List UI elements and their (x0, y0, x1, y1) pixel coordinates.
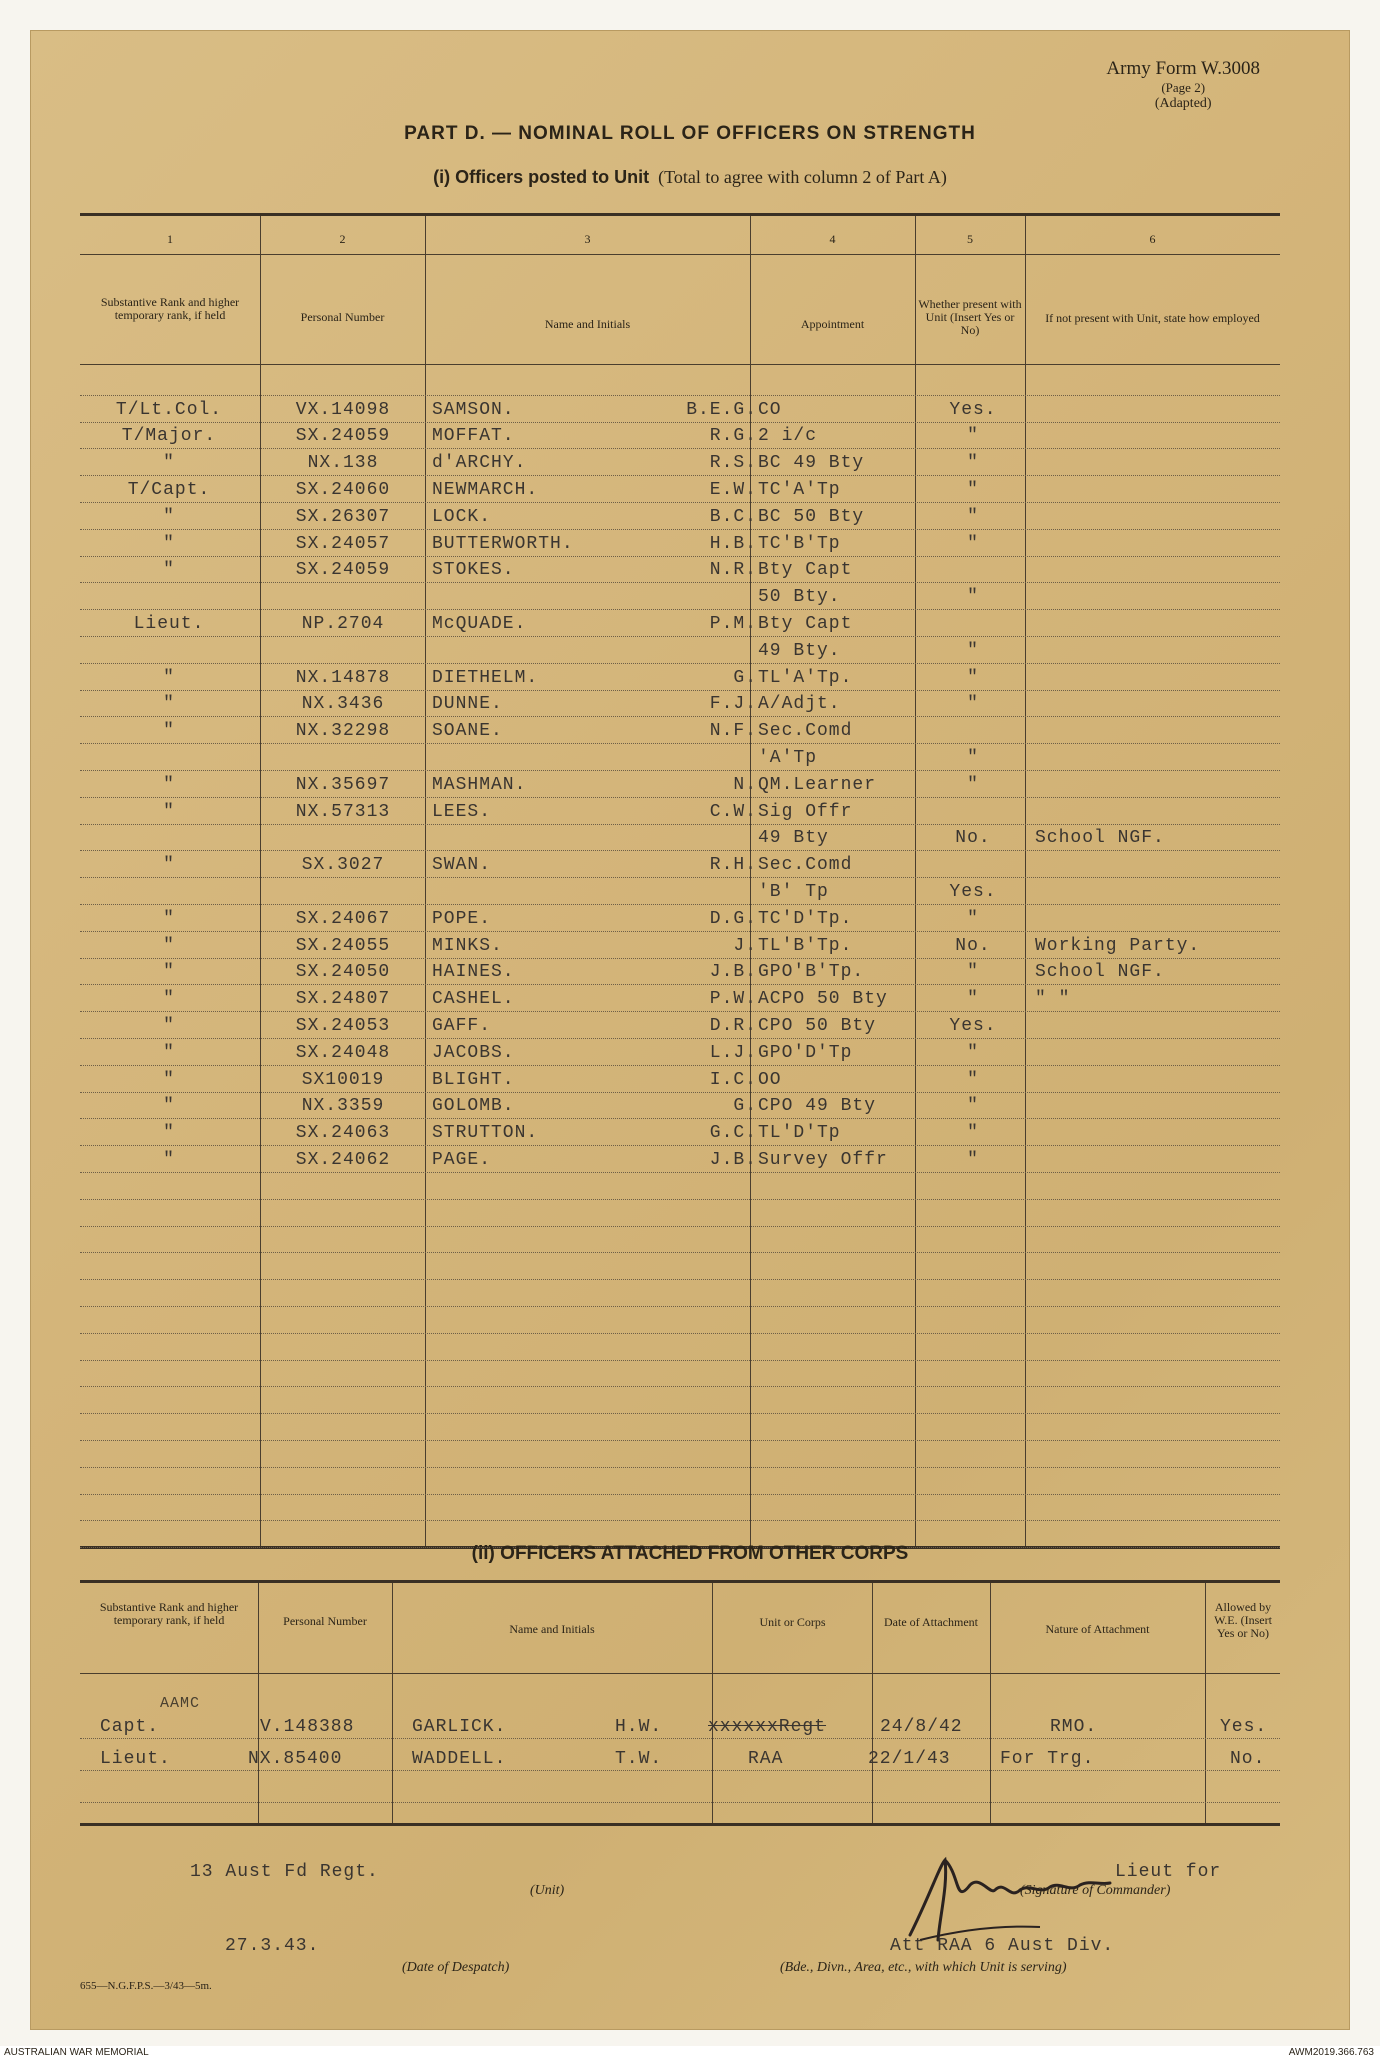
rank-value: " (163, 721, 175, 742)
name-value: STOKES. (432, 560, 515, 581)
present-value: " (967, 1123, 979, 1144)
unit-value: xxxxxxRegt (708, 1717, 827, 1737)
appointment-value: TC'A'Tp (758, 480, 841, 500)
column-divider (425, 216, 426, 1546)
header-bottom-rule (80, 1673, 1280, 1674)
header-rank: Substantive Rank and higher temporary rank, if held (99, 1600, 239, 1627)
ruled-line (80, 1386, 1280, 1387)
initials-value: B.E.G. (686, 399, 757, 420)
name-value: MINKS. (432, 935, 503, 956)
ruled-line (80, 958, 1280, 959)
appointment-value: TC'B'Tp (758, 533, 841, 554)
ruled-line (80, 582, 1280, 583)
initials-value: R.S. (709, 453, 757, 474)
ruled-line (80, 556, 1280, 557)
appointment-value: BC 50 Bty (758, 506, 865, 527)
signature-value: Lieut for (1115, 1862, 1222, 1882)
header-present: Whether present with Unit (Insert Yes or No) (918, 297, 1022, 337)
header-name-initials: Name and Initials (509, 1622, 595, 1636)
column-number: 6 (1149, 232, 1156, 246)
name-value: GARLICK. (412, 1717, 507, 1737)
officers-attached-table (80, 1580, 1280, 1826)
appointment-value: TL'D'Tp (758, 1123, 841, 1144)
name-value: WADDELL. (412, 1749, 507, 1769)
personal-number-value: NX.32298 (295, 721, 391, 742)
rank-value: Lieut. (100, 1749, 171, 1769)
ruled-line (80, 797, 1280, 798)
header-allowed: Allowed by W.E. (Insert Yes or No) (1214, 1600, 1272, 1640)
date-value: 24/8/42 (880, 1717, 963, 1737)
appointment-value: TL'B'Tp. (758, 935, 853, 956)
initials-value: C.W. (709, 801, 757, 822)
rank-value: " (163, 989, 175, 1010)
ruled-line (80, 1011, 1280, 1012)
name-value: SWAN. (432, 855, 492, 876)
initials-value: P.W. (709, 989, 757, 1010)
rank-value: " (163, 533, 175, 554)
appointment-value: 49 Bty. (758, 640, 841, 661)
rank-value: " (163, 506, 175, 527)
personal-number-value: SX.24055 (295, 935, 391, 956)
personal-number-value: SX.24059 (295, 560, 391, 581)
present-value: " (967, 453, 979, 474)
appointment-value: BC 49 Bty (758, 453, 865, 474)
ruled-line (80, 1118, 1280, 1119)
personal-number-value: NX.14878 (295, 667, 391, 688)
ruled-line (80, 1145, 1280, 1146)
allowed-value: No. (1230, 1749, 1266, 1769)
appointment-value: A/Adjt. (758, 694, 841, 715)
rank-value: T/Major. (121, 426, 217, 447)
appointment-value: GPO'D'Tp (758, 1042, 853, 1063)
present-value: " (967, 533, 979, 554)
rank-value: T/Capt. (127, 480, 211, 500)
personal-number-value: NX.138 (307, 453, 379, 474)
column-divider (712, 1583, 713, 1823)
header-employed: If not present with Unit, state how employed (1045, 311, 1260, 325)
initials-value: N.F. (709, 721, 757, 742)
personal-number-value: SX.24067 (295, 908, 391, 929)
rank-value: " (163, 694, 175, 715)
ruled-line (80, 1360, 1280, 1361)
rank-value: " (163, 1042, 175, 1063)
present-value: " (967, 1096, 979, 1117)
name-value: BLIGHT. (432, 1069, 515, 1090)
rank-value: " (163, 667, 175, 688)
nature-value: For Trg. (1000, 1749, 1095, 1769)
column-divider (872, 1583, 873, 1823)
personal-number-value: SX.24062 (295, 1150, 391, 1170)
personal-number-value: SX10019 (301, 1069, 385, 1090)
appointment-value: Bty Capt (758, 560, 853, 581)
unit-value: 13 Aust Fd Regt. (190, 1862, 379, 1882)
personal-number-value: SX.24057 (295, 533, 391, 554)
unit-value: RAA (748, 1749, 784, 1769)
present-value: No. (955, 935, 991, 956)
appointment-value: 49 Bty (758, 828, 829, 849)
nature-value: RMO. (1050, 1717, 1098, 1737)
rank-value: " (163, 935, 175, 956)
ruled-line (80, 609, 1280, 610)
present-value: " (967, 1042, 979, 1063)
header-rank: Substantive Rank and higher temporary rank, if held (100, 295, 240, 322)
ruled-line (80, 1199, 1280, 1200)
initials-value: D.R. (709, 1016, 757, 1036)
rank-value: " (163, 560, 175, 581)
initials-value: H.B. (709, 533, 757, 554)
name-value: LOCK. (432, 506, 492, 527)
initials-value: E.W. (709, 480, 757, 500)
name-value: JACOBS. (432, 1042, 515, 1063)
appointment-value: Sec.Comd (758, 855, 853, 876)
ruled-line (80, 1333, 1280, 1334)
section-subtitle-label: (i) Officers posted to Unit (433, 167, 650, 187)
personal-number-value: SX.3027 (301, 855, 385, 876)
header-personal-number: Personal Number (283, 1614, 367, 1628)
allowed-value: Yes. (1220, 1717, 1268, 1737)
appointment-value: CPO 50 Bty (758, 1016, 877, 1036)
personal-number-value: NX.35697 (295, 774, 391, 795)
ruled-line (80, 1467, 1280, 1468)
unit-above: AAMC (160, 1695, 201, 1712)
initials-value: G.C. (709, 1123, 757, 1144)
header-unit-corps: Unit or Corps (759, 1615, 826, 1629)
ruled-line (80, 1306, 1280, 1307)
ruled-line (80, 1440, 1280, 1441)
ruled-line (80, 690, 1280, 691)
employed-value: School NGF. (1035, 828, 1165, 849)
personal-number-value: V.148388 (260, 1717, 355, 1737)
initials-value: B.C. (709, 506, 757, 527)
rank-value: Capt. (100, 1717, 160, 1737)
unit-label: (Unit) (530, 1883, 565, 1898)
header-name-initials: Name and Initials (544, 317, 631, 331)
form-adapted: (Adapted) (1154, 96, 1212, 111)
ruled-line (80, 636, 1280, 637)
present-value: Yes. (949, 882, 997, 902)
name-value: NEWMARCH. (432, 480, 539, 500)
personal-number-value: NP.2704 (301, 614, 385, 634)
present-value: " (967, 962, 979, 983)
rank-value: " (163, 908, 175, 929)
ruled-line (80, 1520, 1280, 1521)
ruled-line (80, 1413, 1280, 1414)
appointment-value: 'A'Tp (758, 748, 818, 768)
ruled-line (80, 502, 1280, 503)
employed-value: School NGF. (1035, 962, 1165, 983)
ruled-line (80, 770, 1280, 771)
personal-number-value: SX.24050 (295, 962, 391, 983)
ruled-line (80, 1038, 1280, 1039)
present-value: " (967, 748, 979, 768)
personal-number-value: NX.57313 (295, 801, 391, 822)
attached-officers-title: (ii) OFFICERS ATTACHED FROM OTHER CORPS (471, 1543, 909, 1564)
despatch-date-label: (Date of Despatch) (402, 1960, 510, 1975)
present-value: No. (955, 828, 991, 849)
rank-value: " (163, 1016, 175, 1036)
name-value: HAINES. (432, 962, 515, 983)
present-value: " (967, 640, 979, 661)
name-value: MASHMAN. (432, 774, 527, 795)
ruled-line (80, 716, 1280, 717)
appointment-value: Bty Capt (758, 614, 853, 634)
name-value: McQUADE. (432, 614, 527, 634)
personal-number-value: NX.85400 (248, 1749, 343, 1769)
name-value: GAFF. (432, 1016, 492, 1036)
initials-value: N.R. (709, 560, 757, 581)
rank-value: " (163, 453, 175, 474)
initials-value: I.C. (709, 1069, 757, 1090)
initials-value: J. (733, 935, 757, 956)
initials-value: P.M. (709, 614, 757, 634)
appointment-value: CPO 49 Bty (758, 1096, 877, 1117)
rank-value: Lieut. (133, 614, 205, 634)
appointment-value: 'B' Tp (758, 882, 829, 902)
name-value: SOANE. (432, 721, 503, 742)
ruled-line (80, 1226, 1280, 1227)
ruled-line (80, 931, 1280, 932)
ruled-line (80, 877, 1280, 878)
initials-value: L.J. (709, 1042, 757, 1063)
header-nature-attachment: Nature of Attachment (1045, 1622, 1150, 1636)
appointment-value: Survey Offr (758, 1150, 888, 1170)
appointment-value: Sec.Comd (758, 721, 853, 742)
present-value: Yes. (949, 1016, 997, 1036)
present-value: " (967, 1150, 979, 1170)
ruled-line (80, 984, 1280, 985)
initials-value: D.G. (709, 908, 757, 929)
personal-number-value: SX.26307 (295, 506, 391, 527)
ruled-line (80, 850, 1280, 851)
personal-number-value: NX.3436 (301, 694, 385, 715)
header-date-attachment: Date of Attachment (884, 1615, 978, 1629)
rank-value: " (163, 855, 175, 876)
name-value: BUTTERWORTH. (432, 533, 574, 554)
rank-value: " (163, 962, 175, 983)
ruled-line (80, 1802, 1280, 1803)
formation-value: Att RAA 6 Aust Div. (890, 1936, 1115, 1956)
appointment-value: ACPO 50 Bty (758, 989, 888, 1010)
officers-posted-table (80, 213, 1280, 1549)
personal-number-value: SX.24048 (295, 1042, 391, 1063)
initials-value: J.B. (709, 962, 757, 983)
appointment-value: TL'A'Tp. (758, 667, 853, 688)
present-value: " (967, 480, 979, 500)
personal-number-value: SX.24053 (295, 1016, 391, 1036)
personal-number-value: SX.24059 (295, 426, 391, 447)
archive-name: AUSTRALIAN WAR MEMORIAL (4, 2047, 149, 2058)
ruled-line (80, 1172, 1280, 1173)
name-value: DUNNE. (432, 694, 503, 715)
present-value: " (967, 774, 979, 795)
personal-number-value: VX.14098 (295, 399, 391, 420)
present-value: " (967, 1069, 979, 1090)
column-divider (1205, 1583, 1206, 1823)
rank-value: " (163, 801, 175, 822)
ruled-line (80, 1738, 1280, 1739)
rank-value: " (163, 1150, 175, 1170)
column-divider (392, 1583, 393, 1823)
ruled-line (80, 1770, 1280, 1771)
present-value: " (967, 694, 979, 715)
name-value: CASHEL. (432, 989, 515, 1010)
appointment-value: 2 i/c (758, 426, 818, 447)
signature-label: (Signature of Commander) (1020, 1883, 1171, 1898)
present-value: " (967, 667, 979, 688)
column-number: 1 (167, 232, 173, 246)
initials-value: G. (733, 667, 757, 688)
rank-value: " (163, 1069, 175, 1090)
column-divider (260, 216, 261, 1546)
personal-number-value: SX.24063 (295, 1123, 391, 1144)
header-personal-number: Personal Number (300, 310, 385, 324)
present-value: " (967, 908, 979, 929)
name-value: GOLOMB. (432, 1096, 515, 1117)
ruled-line (80, 1279, 1280, 1280)
ruled-line (80, 904, 1280, 905)
employed-value: " " (1035, 989, 1071, 1010)
present-value: Yes. (949, 399, 997, 420)
ruled-line (80, 743, 1280, 744)
initials-value: F.J. (709, 694, 757, 715)
appointment-value: 50 Bty. (758, 587, 841, 608)
initials-value: R.G. (709, 426, 757, 447)
form-page: (Page 2) (1161, 80, 1206, 95)
name-value: STRUTTON. (432, 1123, 539, 1144)
appointment-value: OO (758, 1069, 782, 1090)
ruled-line (80, 475, 1280, 476)
section-subtitle-note: (Total to agree with column 2 of Part A) (658, 167, 947, 187)
present-value: " (967, 989, 979, 1010)
name-value: POPE. (432, 908, 492, 929)
ruled-line (80, 1092, 1280, 1093)
ruled-line (80, 422, 1280, 423)
column-number: 2 (339, 232, 346, 246)
appointment-value: QM.Learner (758, 774, 877, 795)
rank-value: " (163, 774, 175, 795)
ruled-line (80, 1252, 1280, 1253)
header-appointment: Appointment (800, 317, 865, 331)
appointment-value: CO (758, 399, 782, 420)
date-value: 22/1/43 (868, 1749, 951, 1769)
name-value: MOFFAT. (432, 426, 515, 447)
initials-value: R.H. (709, 855, 757, 876)
despatch-date-value: 27.3.43. (225, 1936, 320, 1956)
appointment-value: TC'D'Tp. (758, 908, 853, 929)
initials-value: J.B. (709, 1150, 757, 1170)
archive-id: AWM2019.366.763 (1288, 2047, 1374, 2058)
present-value: " (967, 587, 979, 608)
personal-number-value: SX.24060 (295, 480, 391, 500)
name-value: DIETHELM. (432, 667, 539, 688)
formation-label: (Bde., Divn., Area, etc., with which Unit is serving) (780, 1960, 1067, 1975)
rank-value: T/Lt.Col. (115, 399, 223, 420)
form-name: Army Form W.3008 (1106, 58, 1260, 79)
column-divider (990, 1583, 991, 1823)
ruled-line (80, 1494, 1280, 1495)
name-value: SAMSON. (432, 399, 515, 420)
personal-number-value: NX.3359 (301, 1096, 385, 1117)
part-title: PART D. — NOMINAL ROLL OF OFFICERS ON STRENGTH (404, 123, 976, 144)
column-number: 4 (829, 232, 836, 246)
rank-value: " (163, 1123, 175, 1144)
ruled-line (80, 1065, 1280, 1066)
appointment-value: GPO'B'Tp. (758, 962, 865, 983)
rank-value: " (163, 1096, 175, 1117)
personal-number-value: SX.24807 (295, 989, 391, 1010)
ruled-line (80, 663, 1280, 664)
present-value: " (967, 506, 979, 527)
initials-value: N. (733, 774, 757, 795)
column-number: 3 (584, 232, 591, 246)
name-value: LEES. (432, 801, 492, 822)
initials-value: T.W. (615, 1749, 663, 1769)
archive-strip (0, 2046, 1380, 2061)
ruled-line (80, 529, 1280, 530)
appointment-value: Sig Offr (758, 801, 853, 822)
column-divider (258, 1583, 259, 1823)
column-number: 5 (967, 232, 973, 246)
initials-value: G. (733, 1096, 757, 1117)
section-subtitle (0, 167, 1380, 188)
name-value: PAGE. (432, 1150, 492, 1170)
present-value: " (967, 426, 979, 447)
ruled-line (80, 395, 1280, 396)
ruled-line (80, 448, 1280, 449)
employed-value: Working Party. (1035, 935, 1201, 956)
printer-imprint: 655—N.G.F.P.S.—3/43—5m. (80, 1980, 212, 1992)
form-reference (1106, 58, 1260, 112)
name-value: d'ARCHY. (432, 453, 527, 474)
ruled-line (80, 824, 1280, 825)
initials-value: H.W. (615, 1717, 663, 1737)
